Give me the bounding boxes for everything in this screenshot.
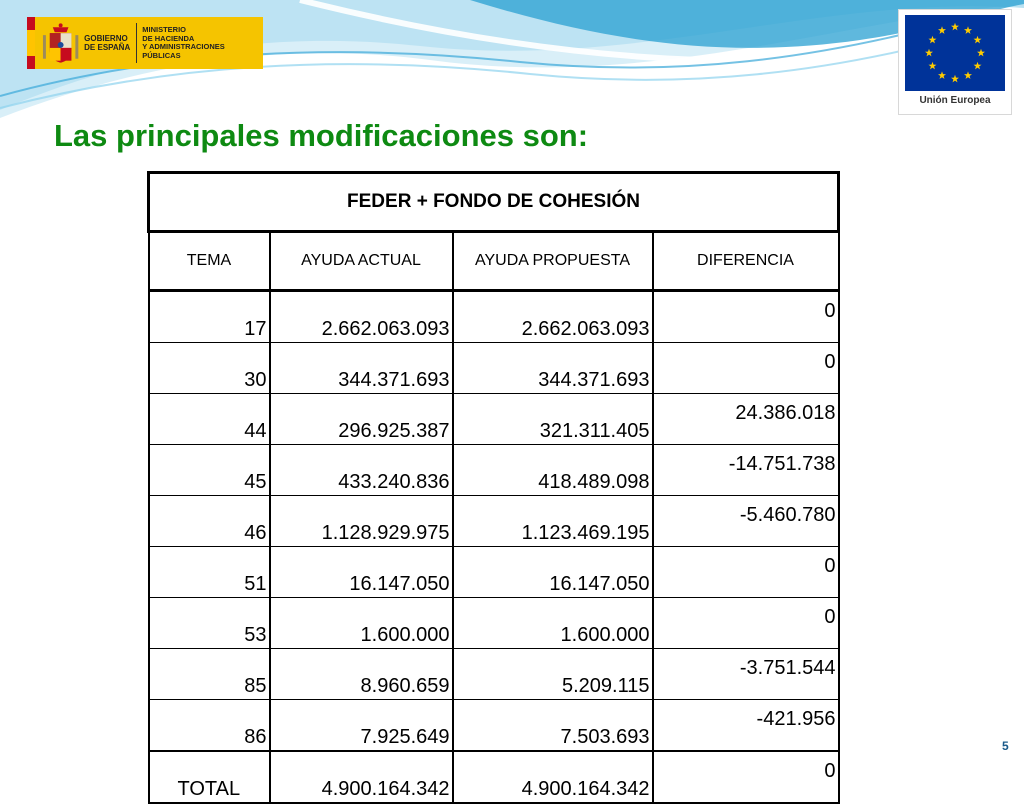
cell-tema: 85 <box>149 649 270 700</box>
cell-ayuda-actual: 7.925.649 <box>270 700 453 752</box>
cell-tema: 45 <box>149 445 270 496</box>
cell-ayuda-actual: 433.240.836 <box>270 445 453 496</box>
table-total-row <box>149 751 839 803</box>
cell-ayuda-actual: 4.900.164.342 <box>270 751 453 803</box>
cell-ayuda-propuesta: 5.209.115 <box>453 649 653 700</box>
table-row <box>149 700 839 752</box>
ministerio-line2: DE HACIENDA <box>142 33 195 43</box>
cell-ayuda-actual: 16.147.050 <box>270 547 453 598</box>
cell-tema: 51 <box>149 547 270 598</box>
cell-ayuda-actual: 2.662.063.093 <box>270 291 453 343</box>
table-caption: FEDER + FONDO DE COHESIÓN <box>149 173 839 232</box>
cell-ayuda-propuesta: 418.489.098 <box>453 445 653 496</box>
union-europea-logo <box>898 9 1012 115</box>
table-header-row <box>149 232 839 291</box>
cell-diferencia: -5.460.780 <box>653 496 839 547</box>
table-row <box>149 598 839 649</box>
header-tema: TEMA <box>149 232 270 291</box>
cell-tema: 30 <box>149 343 270 394</box>
table-row <box>149 547 839 598</box>
cell-diferencia: -14.751.738 <box>653 445 839 496</box>
cell-ayuda-actual: 8.960.659 <box>270 649 453 700</box>
cell-tema: 53 <box>149 598 270 649</box>
cell-ayuda-actual: 1.600.000 <box>270 598 453 649</box>
cell-tema: 46 <box>149 496 270 547</box>
cell-ayuda-propuesta: 321.311.405 <box>453 394 653 445</box>
cell-tema: TOTAL <box>149 751 270 803</box>
cell-diferencia: 24.386.018 <box>653 394 839 445</box>
cell-ayuda-propuesta: 4.900.164.342 <box>453 751 653 803</box>
feder-table <box>147 171 840 804</box>
cell-ayuda-propuesta: 7.503.693 <box>453 700 653 752</box>
cell-diferencia: 0 <box>653 291 839 343</box>
cell-diferencia: 0 <box>653 343 839 394</box>
table-caption-row <box>149 173 839 232</box>
ministerio-line1: MINISTERIO <box>142 25 187 34</box>
table-row <box>149 343 839 394</box>
cell-ayuda-actual: 296.925.387 <box>270 394 453 445</box>
header-diferencia: DIFERENCIA <box>653 232 839 291</box>
page-number: 5 <box>1002 739 1009 753</box>
table-row <box>149 291 839 343</box>
cell-ayuda-actual: 344.371.693 <box>270 343 453 394</box>
slide-title: Las principales modificaciones son: <box>54 118 589 153</box>
spain-flag-icon <box>27 17 35 69</box>
cell-diferencia: 0 <box>653 598 839 649</box>
cell-ayuda-actual: 1.128.929.975 <box>270 496 453 547</box>
table-row <box>149 394 839 445</box>
cell-ayuda-propuesta: 2.662.063.093 <box>453 291 653 343</box>
cell-tema: 86 <box>149 700 270 752</box>
header-ayuda-propuesta: AYUDA PROPUESTA <box>453 232 653 291</box>
cell-diferencia: 0 <box>653 547 839 598</box>
cell-tema: 44 <box>149 394 270 445</box>
cell-ayuda-propuesta: 1.123.469.195 <box>453 496 653 547</box>
gobierno-line2: DE ESPAÑA <box>84 43 131 52</box>
cell-diferencia: -3.751.544 <box>653 649 839 700</box>
cell-ayuda-propuesta: 16.147.050 <box>453 547 653 598</box>
table-row <box>149 649 839 700</box>
eu-label: Unión Europea <box>919 95 991 106</box>
gobierno-line1: GOBIERNO <box>84 34 128 43</box>
cell-diferencia: 0 <box>653 751 839 803</box>
coat-of-arms-icon <box>41 21 80 65</box>
table-row <box>149 496 839 547</box>
eu-flag-icon <box>905 15 1005 91</box>
logo-separator <box>136 23 137 63</box>
header-ayuda-actual: AYUDA ACTUAL <box>270 232 453 291</box>
cell-diferencia: -421.956 <box>653 700 839 752</box>
ministerio-text <box>142 26 263 60</box>
cell-ayuda-propuesta: 1.600.000 <box>453 598 653 649</box>
gobierno-espana-logo <box>27 17 263 69</box>
ministerio-line3: Y ADMINISTRACIONES PÚBLICAS <box>142 42 225 60</box>
table-row <box>149 445 839 496</box>
gobierno-text <box>84 34 131 52</box>
cell-ayuda-propuesta: 344.371.693 <box>453 343 653 394</box>
cell-tema: 17 <box>149 291 270 343</box>
